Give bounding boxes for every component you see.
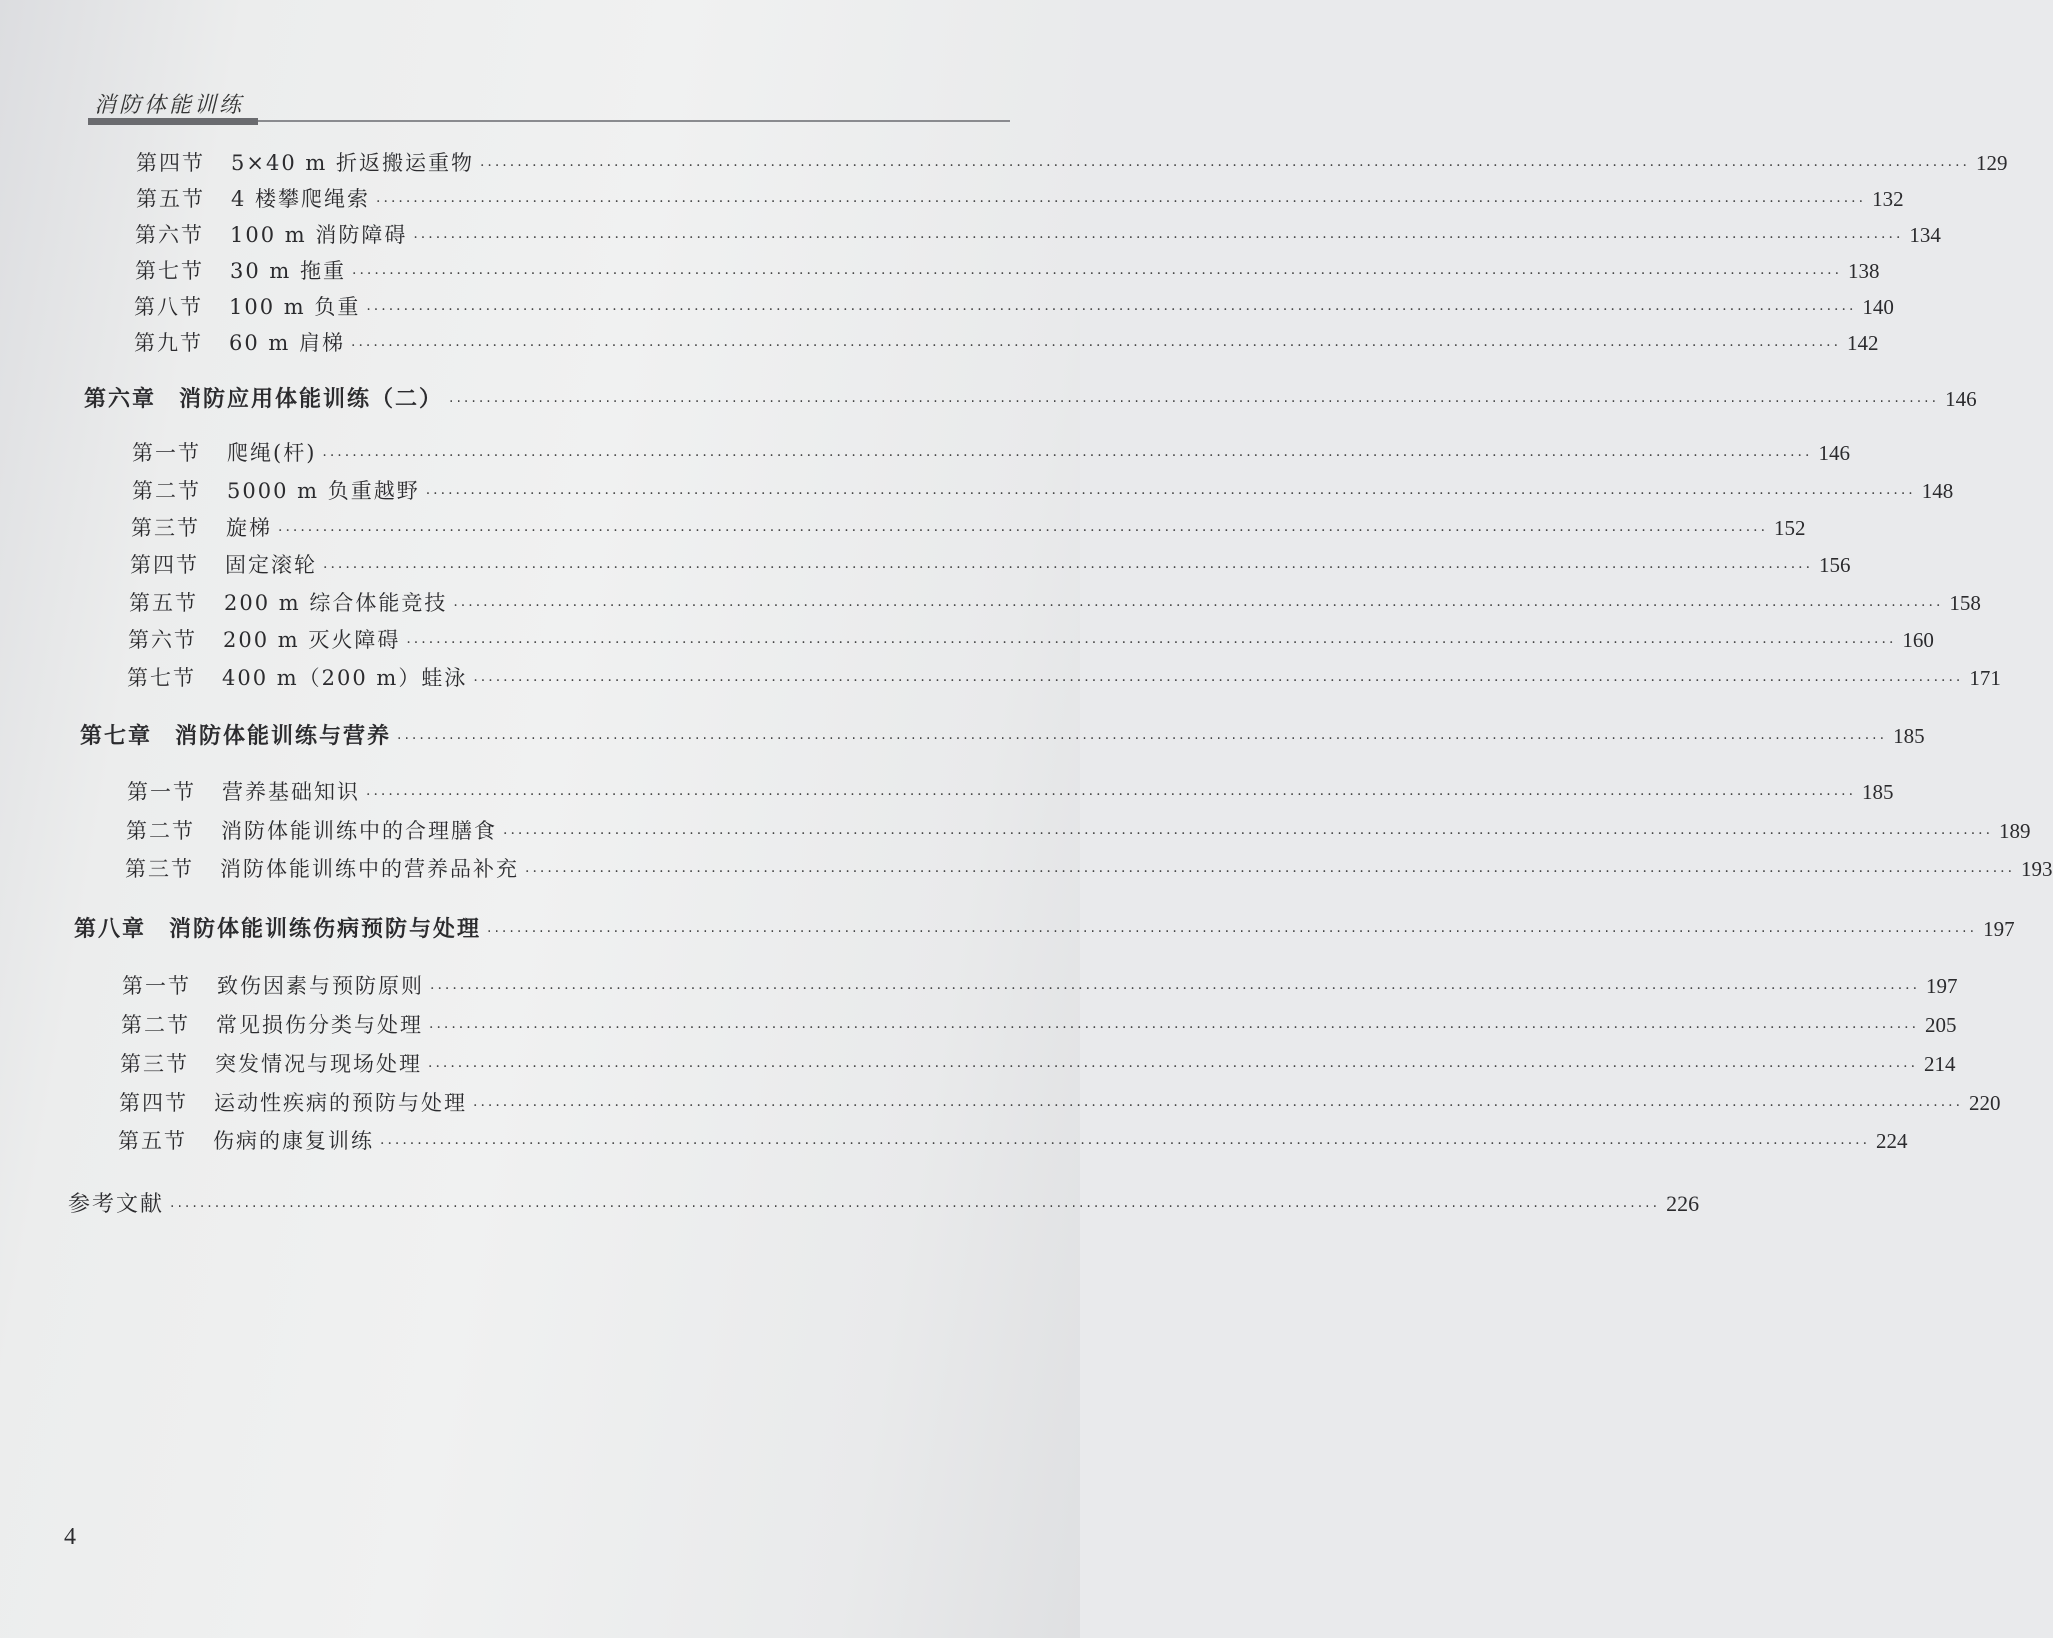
toc-section-row[interactable] bbox=[129, 587, 1981, 617]
toc-entry-number: 第三节 bbox=[120, 1052, 189, 1076]
toc-entry-title: 营养基础知识 bbox=[222, 780, 360, 804]
toc-page-number: 148 bbox=[1921, 479, 1954, 503]
toc-page-number: 146 bbox=[1945, 387, 1977, 411]
toc-entry-number: 第四节 bbox=[136, 151, 205, 175]
toc-section-row[interactable] bbox=[135, 255, 1880, 285]
toc-page-number: 156 bbox=[1819, 553, 1851, 577]
toc-page-number: 193 bbox=[2021, 857, 2053, 881]
toc-page-number: 226 bbox=[1666, 1191, 1700, 1216]
toc-entry-number: 第三节 bbox=[131, 516, 200, 540]
toc-leader-dots: ········································································································································································································ bbox=[366, 302, 1857, 318]
toc-leader-dots: ········································································································································································································ bbox=[430, 981, 1921, 997]
toc-leader-dots: ········································································································································································································ bbox=[352, 266, 1843, 282]
toc-section-row[interactable] bbox=[134, 327, 1879, 357]
toc-section-row[interactable] bbox=[136, 147, 2008, 177]
toc-chapter-row[interactable] bbox=[84, 382, 1977, 413]
toc-section-row[interactable] bbox=[132, 475, 1954, 505]
toc-entry-number: 第九节 bbox=[134, 331, 203, 355]
toc-entry-title: 消防应用体能训练（二） bbox=[179, 387, 444, 412]
toc-entry-number: 第一节 bbox=[122, 974, 191, 998]
toc-leader-dots: ········································································································································································································ bbox=[525, 864, 2016, 880]
toc-entry-number: 第二节 bbox=[132, 479, 201, 503]
toc-section-row[interactable] bbox=[122, 970, 1958, 1000]
toc-entry-title: 参考文献 bbox=[68, 1192, 165, 1217]
toc-leader-dots: ········································································································································································································ bbox=[503, 826, 1994, 842]
toc-entry-title: 突发情况与现场处理 bbox=[215, 1052, 422, 1076]
toc-section-row[interactable] bbox=[118, 1125, 1908, 1155]
toc-leader-dots: ········································································································································································································ bbox=[406, 635, 1897, 651]
toc-entry-number: 第六章 bbox=[84, 387, 157, 412]
toc-leader-dots: ········································································································································································································ bbox=[425, 486, 1916, 502]
toc-leader-dots: ········································································································································································································ bbox=[380, 1136, 1871, 1152]
toc-entry-title: 400 m（200 m）蛙泳 bbox=[222, 666, 468, 690]
toc-page-number: 171 bbox=[1969, 666, 2001, 690]
toc-entry-number: 第六节 bbox=[135, 223, 204, 247]
toc-page-number: 197 bbox=[1926, 974, 1958, 998]
toc-entry-number: 第七节 bbox=[127, 666, 196, 690]
toc-entry-title: 爬绳(杆) bbox=[227, 441, 317, 465]
toc-entry-title: 200 m 综合体能竞技 bbox=[224, 591, 448, 615]
toc-entry-title: 致伤因素与预防原则 bbox=[217, 974, 424, 998]
toc-page-number: 205 bbox=[1925, 1013, 1957, 1037]
toc-page-number: 185 bbox=[1893, 724, 1925, 748]
toc-entry-number: 第五节 bbox=[136, 187, 205, 211]
toc-section-row[interactable] bbox=[128, 624, 1934, 654]
toc-leader-dots: ········································································································································································································ bbox=[479, 158, 1970, 174]
page-number: 4 bbox=[64, 1524, 76, 1550]
toc-entry-title: 100 m 负重 bbox=[229, 295, 361, 319]
toc-entry-title: 运动性疾病的预防与处理 bbox=[214, 1091, 467, 1115]
toc-leader-dots: ········································································································································································································ bbox=[473, 673, 1964, 689]
toc-entry-number: 第六节 bbox=[128, 628, 197, 652]
toc-entry-number: 第一节 bbox=[127, 780, 196, 804]
toc-page-number: 142 bbox=[1847, 331, 1879, 355]
toc-leader-dots: ········································································································································································································ bbox=[170, 1199, 1661, 1215]
toc-page-number: 160 bbox=[1902, 628, 1934, 652]
toc-leader-dots: ········································································································································································································ bbox=[322, 448, 1813, 464]
toc-entry-title: 30 m 拖重 bbox=[230, 259, 346, 283]
toc-section-row[interactable] bbox=[127, 776, 1894, 806]
toc-page-number: 214 bbox=[1924, 1052, 1956, 1076]
toc-entry-number: 第八节 bbox=[134, 295, 203, 319]
toc-section-row[interactable] bbox=[135, 219, 1941, 249]
toc-chapter-row[interactable] bbox=[74, 912, 2015, 943]
toc-entry-title: 固定滚轮 bbox=[225, 553, 317, 577]
toc-page-number: 152 bbox=[1774, 516, 1806, 540]
toc-chapter-row[interactable] bbox=[80, 719, 1925, 750]
toc-entry-number: 第一节 bbox=[132, 441, 201, 465]
toc-page-number: 185 bbox=[1862, 780, 1894, 804]
toc-leader-dots: ········································································································································································································ bbox=[376, 194, 1867, 210]
toc-reference-row[interactable] bbox=[68, 1187, 1700, 1218]
toc-page-number: 189 bbox=[1999, 819, 2031, 843]
toc-section-row[interactable] bbox=[121, 1009, 1957, 1039]
toc-leader-dots: ········································································································································································································ bbox=[323, 560, 1814, 576]
toc-page-number: 140 bbox=[1862, 295, 1894, 319]
toc-entry-number: 第二节 bbox=[121, 1013, 190, 1037]
toc-section-row[interactable] bbox=[120, 1048, 1956, 1078]
toc-entry-number: 第五节 bbox=[129, 591, 198, 615]
toc-leader-dots: ········································································································································································································ bbox=[397, 731, 1888, 747]
toc-entry-title: 伤病的康复训练 bbox=[213, 1129, 374, 1153]
toc-leader-dots: ········································································································································································································ bbox=[453, 598, 1944, 614]
toc-leader-dots: ········································································································································································································ bbox=[449, 394, 1940, 410]
toc-section-row[interactable] bbox=[119, 1087, 2001, 1117]
toc-page-number: 197 bbox=[1983, 917, 2015, 941]
toc-entry-title: 旋梯 bbox=[226, 516, 272, 540]
toc-page-number: 146 bbox=[1818, 441, 1850, 465]
header-rule-thin bbox=[258, 120, 1010, 122]
toc-section-row[interactable] bbox=[131, 512, 1806, 542]
toc-entry-title: 消防体能训练与营养 bbox=[175, 724, 392, 749]
toc-leader-dots: ········································································································································································································ bbox=[413, 230, 1904, 246]
toc-leader-dots: ········································································································································································································ bbox=[429, 1020, 1920, 1036]
toc-section-row[interactable] bbox=[136, 183, 1904, 213]
toc-page-number: 129 bbox=[1976, 151, 2008, 175]
toc-entry-title: 100 m 消防障碍 bbox=[230, 223, 408, 247]
toc-section-row[interactable] bbox=[125, 853, 2053, 883]
toc-entry-number: 第五节 bbox=[118, 1129, 187, 1153]
toc-page-number: 224 bbox=[1876, 1129, 1908, 1153]
toc-leader-dots: ········································································································································································································ bbox=[487, 924, 1978, 940]
header-rule-thick bbox=[88, 118, 258, 125]
toc-entry-number: 第二节 bbox=[126, 819, 195, 843]
toc-section-row[interactable] bbox=[134, 291, 1894, 321]
toc-entry-title: 200 m 灭火障碍 bbox=[223, 628, 401, 652]
toc-section-row[interactable] bbox=[127, 662, 2001, 692]
toc-leader-dots: ········································································································································································································ bbox=[278, 523, 1769, 539]
toc-entry-title: 消防体能训练中的营养品补充 bbox=[220, 857, 519, 881]
toc-entry-title: 消防体能训练中的合理膳食 bbox=[221, 819, 497, 843]
toc-entry-title: 5000 m 负重越野 bbox=[227, 479, 420, 503]
running-title: 消防体能训练 bbox=[94, 93, 245, 118]
toc-entry-title: 5×40 m 折返搬运重物 bbox=[231, 151, 474, 175]
toc-section-row[interactable] bbox=[132, 437, 1850, 467]
toc-page-number: 220 bbox=[1969, 1091, 2001, 1115]
toc-entry-number: 第三节 bbox=[125, 857, 194, 881]
toc-leader-dots: ········································································································································································································ bbox=[428, 1059, 1919, 1075]
toc-section-row[interactable] bbox=[130, 549, 1851, 579]
toc-leader-dots: ········································································································································································································ bbox=[351, 338, 1842, 354]
toc-entry-number: 第七章 bbox=[80, 724, 153, 749]
toc-entry-title: 常见损伤分类与处理 bbox=[216, 1013, 423, 1037]
toc-entry-title: 消防体能训练伤病预防与处理 bbox=[169, 917, 482, 942]
toc-page-number: 138 bbox=[1848, 259, 1880, 283]
toc-page-number: 134 bbox=[1909, 223, 1941, 247]
toc-entry-number: 第四节 bbox=[130, 553, 199, 577]
toc-entry-title: 4 楼攀爬绳索 bbox=[231, 187, 371, 211]
toc-page-number: 132 bbox=[1872, 187, 1904, 211]
toc-entry-number: 第七节 bbox=[135, 259, 204, 283]
toc-entry-title: 60 m 肩梯 bbox=[229, 331, 345, 355]
toc-entry-number: 第四节 bbox=[119, 1091, 188, 1115]
toc-leader-dots: ········································································································································································································ bbox=[366, 787, 1857, 803]
toc-page-number: 158 bbox=[1949, 591, 1981, 615]
toc-leader-dots: ········································································································································································································ bbox=[473, 1098, 1964, 1114]
toc-entry-number: 第八章 bbox=[74, 917, 147, 942]
toc-section-row[interactable] bbox=[126, 815, 2031, 845]
